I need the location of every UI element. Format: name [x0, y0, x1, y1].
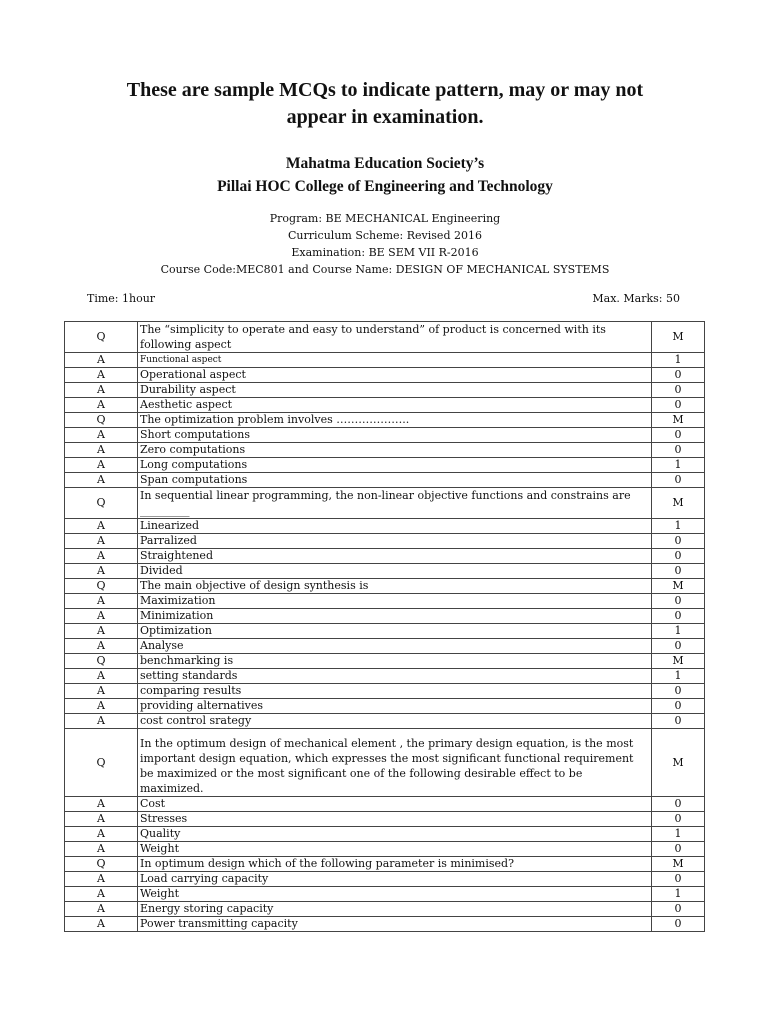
answer-row: [65, 624, 705, 639]
row-type: A: [65, 368, 138, 383]
row-mark: M: [652, 729, 705, 797]
row-mark: 0: [652, 534, 705, 549]
answer-text: Operational aspect: [138, 368, 652, 383]
program-line: Program: BE MECHANICAL Engineering: [269, 212, 501, 225]
college-name: Pillai HOC College of Engineering and Technology: [217, 178, 553, 195]
answer-row: [65, 812, 705, 827]
row-type: A: [65, 639, 138, 654]
row-mark: 1: [652, 624, 705, 639]
row-mark: 0: [652, 917, 705, 932]
answer-row: [65, 428, 705, 443]
row-mark: 0: [652, 699, 705, 714]
question-text: In optimum design which of the following parameter is minimised?: [138, 857, 652, 872]
mcq-table: [64, 321, 705, 932]
question-text: The “simplicity to operate and easy to understand” of product is concerned with its following aspect: [138, 322, 652, 353]
row-type: A: [65, 549, 138, 564]
row-type: A: [65, 353, 138, 368]
answer-row: [65, 842, 705, 857]
answer-row: [65, 714, 705, 729]
answer-text: Stresses: [138, 812, 652, 827]
row-mark: M: [652, 322, 705, 353]
answer-row: [65, 564, 705, 579]
row-type: A: [65, 383, 138, 398]
row-type: Q: [65, 322, 138, 353]
answer-row: [65, 458, 705, 473]
answer-text: Zero computations: [138, 443, 652, 458]
row-mark: 0: [652, 428, 705, 443]
row-type: Q: [65, 579, 138, 594]
question-row: [65, 413, 705, 428]
row-type: A: [65, 797, 138, 812]
row-mark: M: [652, 654, 705, 669]
exam-line: Examination: BE SEM VII R-2016: [291, 246, 479, 259]
row-mark: 0: [652, 398, 705, 413]
row-type: A: [65, 827, 138, 842]
row-mark: 0: [652, 902, 705, 917]
answer-text: Weight: [138, 842, 652, 857]
row-mark: M: [652, 413, 705, 428]
society-name: Mahatma Education Society’s: [285, 155, 485, 172]
question-text: benchmarking is: [138, 654, 652, 669]
answer-row: [65, 594, 705, 609]
row-mark: 0: [652, 639, 705, 654]
answer-text: Divided: [138, 564, 652, 579]
notice-line-1: These are sample MCQs to indicate pattern, may or may not: [126, 79, 644, 101]
row-mark: 0: [652, 443, 705, 458]
row-type: A: [65, 917, 138, 932]
answer-text: Long computations: [138, 458, 652, 473]
answer-row: [65, 684, 705, 699]
answer-row: [65, 872, 705, 887]
question-row: [65, 322, 705, 353]
answer-row: [65, 827, 705, 842]
row-mark: 0: [652, 383, 705, 398]
row-mark: 0: [652, 797, 705, 812]
answer-row: [65, 534, 705, 549]
answer-text: Weight: [138, 887, 652, 902]
row-type: A: [65, 812, 138, 827]
notice-title: [60, 77, 710, 131]
answer-text: Span computations: [138, 473, 652, 488]
answer-text: Analyse: [138, 639, 652, 654]
row-type: A: [65, 609, 138, 624]
answer-text: providing alternatives: [138, 699, 652, 714]
course-line: Course Code:MEC801 and Course Name: DESIGN OF MECHANICAL SYSTEMS: [160, 263, 610, 276]
row-mark: 0: [652, 594, 705, 609]
question-row: [65, 729, 705, 797]
row-type: A: [65, 842, 138, 857]
answer-row: [65, 917, 705, 932]
row-mark: 0: [652, 609, 705, 624]
answer-row: [65, 639, 705, 654]
answer-row: [65, 902, 705, 917]
row-mark: 1: [652, 353, 705, 368]
answer-text: Functional aspect: [138, 353, 652, 368]
row-type: A: [65, 902, 138, 917]
row-type: Q: [65, 857, 138, 872]
row-mark: 0: [652, 368, 705, 383]
answer-row: [65, 699, 705, 714]
row-type: A: [65, 714, 138, 729]
row-type: A: [65, 887, 138, 902]
row-type: A: [65, 684, 138, 699]
row-type: Q: [65, 654, 138, 669]
row-mark: 0: [652, 473, 705, 488]
row-type: A: [65, 398, 138, 413]
row-type: Q: [65, 488, 138, 519]
scheme-line: Curriculum Scheme: Revised 2016: [288, 229, 482, 242]
exam-meta: [60, 210, 710, 278]
max-marks-label: Max. Marks: 50: [592, 292, 680, 305]
answer-text: Aesthetic aspect: [138, 398, 652, 413]
row-mark: 0: [652, 842, 705, 857]
row-mark: 1: [652, 458, 705, 473]
row-mark: 1: [652, 887, 705, 902]
row-mark: M: [652, 488, 705, 519]
row-type: A: [65, 473, 138, 488]
row-mark: M: [652, 857, 705, 872]
answer-row: [65, 669, 705, 684]
row-type: A: [65, 428, 138, 443]
row-type: A: [65, 699, 138, 714]
row-type: A: [65, 458, 138, 473]
answer-text: comparing results: [138, 684, 652, 699]
row-mark: 0: [652, 714, 705, 729]
answer-text: Load carrying capacity: [138, 872, 652, 887]
question-row: [65, 654, 705, 669]
answer-row: [65, 797, 705, 812]
row-type: A: [65, 534, 138, 549]
answer-row: [65, 519, 705, 534]
answer-text: Linearized: [138, 519, 652, 534]
answer-row: [65, 383, 705, 398]
answer-text: Parralized: [138, 534, 652, 549]
institution-heading: [60, 152, 710, 198]
answer-text: Optimization: [138, 624, 652, 639]
question-row: [65, 488, 705, 519]
answer-text: Straightened: [138, 549, 652, 564]
answer-text: setting standards: [138, 669, 652, 684]
answer-row: [65, 473, 705, 488]
answer-text: Quality: [138, 827, 652, 842]
row-type: A: [65, 564, 138, 579]
answer-text: Cost: [138, 797, 652, 812]
question-row: [65, 579, 705, 594]
question-text: The main objective of design synthesis is: [138, 579, 652, 594]
answer-text: Maximization: [138, 594, 652, 609]
answer-row: [65, 549, 705, 564]
question-text: In sequential linear programming, the non-linear objective functions and constrains are _________: [138, 488, 652, 519]
row-type: A: [65, 519, 138, 534]
answer-text: Durability aspect: [138, 383, 652, 398]
row-type: Q: [65, 729, 138, 797]
row-mark: 1: [652, 519, 705, 534]
row-type: A: [65, 624, 138, 639]
question-text: In the optimum design of mechanical element , the primary design equation, is the most important design equation, which expresses the most significant functional requirement be maximized or the most significant one of the following desirable effect to be maximized.: [138, 729, 652, 797]
answer-row: [65, 398, 705, 413]
question-text: The optimization problem involves ………………..: [138, 413, 652, 428]
answer-text: Power transmitting capacity: [138, 917, 652, 932]
answer-row: [65, 353, 705, 368]
question-row: [65, 857, 705, 872]
answer-text: Energy storing capacity: [138, 902, 652, 917]
row-type: A: [65, 443, 138, 458]
answer-text: cost control srategy: [138, 714, 652, 729]
row-type: A: [65, 872, 138, 887]
row-type: Q: [65, 413, 138, 428]
answer-row: [65, 609, 705, 624]
row-mark: 0: [652, 564, 705, 579]
answer-row: [65, 368, 705, 383]
row-mark: 1: [652, 827, 705, 842]
row-mark: 0: [652, 684, 705, 699]
time-label: Time: 1hour: [87, 292, 156, 305]
notice-line-2: appear in examination.: [286, 106, 484, 128]
answer-row: [65, 443, 705, 458]
row-mark: M: [652, 579, 705, 594]
row-type: A: [65, 594, 138, 609]
row-mark: 0: [652, 549, 705, 564]
row-mark: 1: [652, 669, 705, 684]
row-mark: 0: [652, 872, 705, 887]
answer-text: Short computations: [138, 428, 652, 443]
answer-text: Minimization: [138, 609, 652, 624]
answer-row: [65, 887, 705, 902]
row-mark: 0: [652, 812, 705, 827]
row-type: A: [65, 669, 138, 684]
